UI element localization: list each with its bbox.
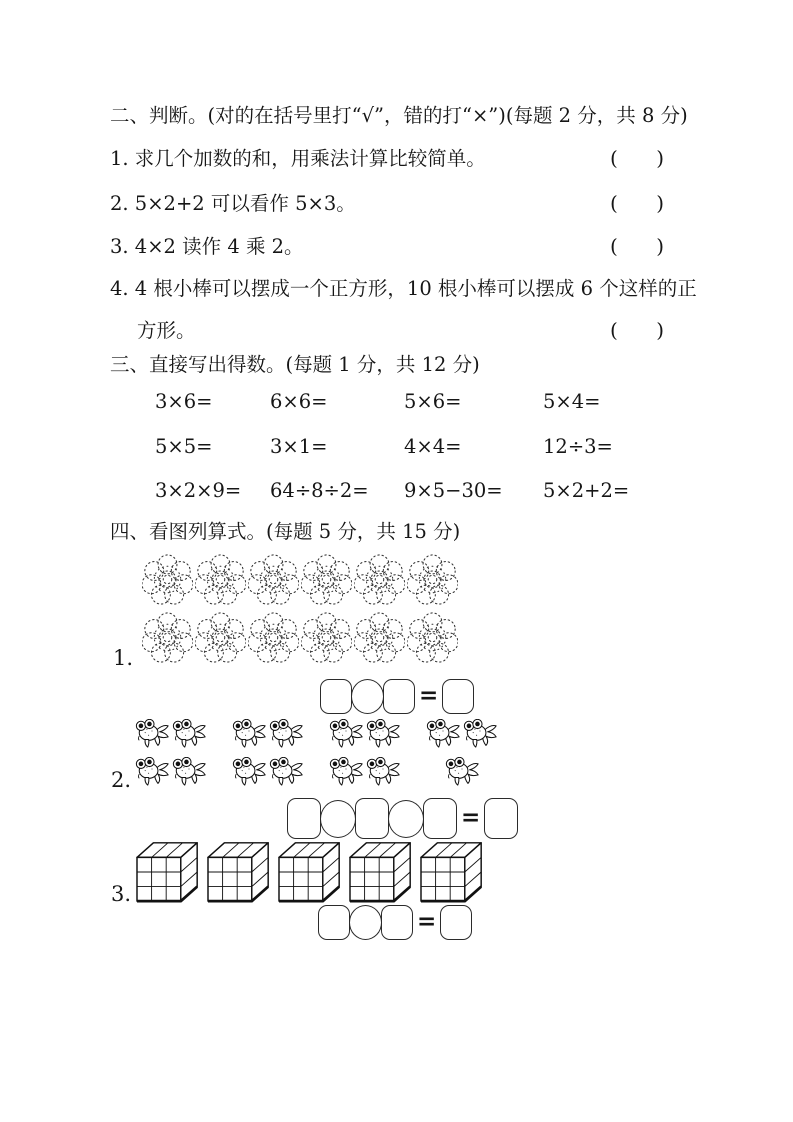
goldfish-icon xyxy=(426,719,460,748)
goldfish-icon xyxy=(232,719,266,748)
paren-open: ( xyxy=(610,146,618,170)
equals-sign: = xyxy=(461,805,481,831)
cube-icon xyxy=(135,841,201,903)
paren-open: ( xyxy=(610,318,618,342)
q3-number: 3. xyxy=(111,882,132,906)
flower-icon xyxy=(195,554,246,605)
cube-icon xyxy=(206,841,272,903)
operand-box-blank[interactable] xyxy=(318,905,350,940)
paren-close: ) xyxy=(656,191,664,215)
fish-group xyxy=(135,757,206,786)
calc-problem: 6×6= xyxy=(270,390,328,413)
answer-box-blank[interactable] xyxy=(442,679,474,714)
judge-item-2 xyxy=(110,188,664,216)
section-calc-title: 三、直接写出得数。(每题 1 分，共 12 分) xyxy=(110,353,480,376)
flower-icon xyxy=(142,554,193,605)
judge-item-1-text: 1. 求几个加数的和，用乘法计算比较简单。 xyxy=(110,147,486,170)
calc-problem: 3×6= xyxy=(155,390,213,413)
answer-paren-3[interactable] xyxy=(610,234,664,258)
answer-box-blank[interactable] xyxy=(484,798,518,839)
q1-equation-blanks xyxy=(320,679,474,714)
calc-problem-grid xyxy=(155,390,673,524)
goldfish-icon xyxy=(329,719,363,748)
flower-icon xyxy=(142,612,193,663)
fish-group xyxy=(426,719,497,748)
section-judge-title: 二、判断。(对的在括号里打“√”，错的打“×”)(每题 2 分，共 8 分) xyxy=(110,104,688,127)
answer-paren-1[interactable] xyxy=(610,146,664,170)
goldfish-icon xyxy=(366,719,400,748)
goldfish-icon xyxy=(135,719,169,748)
goldfish-icon xyxy=(269,757,303,786)
equals-sign: = xyxy=(417,909,437,935)
calc-problem: 64÷8÷2= xyxy=(270,479,369,502)
fish-row xyxy=(135,719,497,748)
judge-item-4-line1 xyxy=(110,273,697,301)
equals-sign: = xyxy=(419,683,439,709)
operator-circle-blank[interactable] xyxy=(351,679,384,714)
q3-equation-blanks xyxy=(318,905,472,940)
operand-box-blank[interactable] xyxy=(423,798,457,839)
cube-icon xyxy=(277,841,343,903)
flower-icon xyxy=(407,554,458,605)
calc-problem: 3×2×9= xyxy=(155,479,242,502)
flower-icon xyxy=(354,612,405,663)
judge-item-1 xyxy=(110,143,664,171)
calc-problem: 5×2+2= xyxy=(543,479,630,502)
calc-problem: 12÷3= xyxy=(543,434,613,458)
section-picture-title: 四、看图列算式。(每题 5 分，共 15 分) xyxy=(110,520,461,543)
paren-close: ) xyxy=(656,234,664,258)
paren-close: ) xyxy=(656,146,664,170)
flower-icon xyxy=(248,554,299,605)
judge-item-3-text: 3. 4×2 读作 4 乘 2。 xyxy=(110,235,304,258)
paren-open: ( xyxy=(610,234,618,258)
flower-icon xyxy=(407,612,458,663)
flower-icon xyxy=(301,612,352,663)
fish-row xyxy=(135,757,497,786)
q3-cube-picture xyxy=(135,841,485,903)
q1-number: 1. xyxy=(113,646,134,670)
calc-problem: 5×4= xyxy=(543,390,601,413)
q2-goldfish-picture xyxy=(135,719,497,786)
operator-circle-blank[interactable] xyxy=(388,800,424,838)
goldfish-icon xyxy=(366,757,400,786)
judge-item-4-line2 xyxy=(137,315,664,343)
cube-icon xyxy=(348,841,414,903)
cube-icon xyxy=(419,841,485,903)
operand-box-blank[interactable] xyxy=(355,798,389,839)
goldfish-icon xyxy=(269,719,303,748)
flower-icon xyxy=(354,554,405,605)
goldfish-icon xyxy=(329,757,363,786)
judge-item-3 xyxy=(110,231,664,259)
fish-group xyxy=(232,757,303,786)
flower-row xyxy=(142,612,458,663)
goldfish-icon xyxy=(172,719,206,748)
flower-icon xyxy=(248,612,299,663)
fish-group xyxy=(232,719,303,748)
goldfish-icon xyxy=(172,757,206,786)
goldfish-icon xyxy=(463,719,497,748)
operand-box-blank[interactable] xyxy=(381,905,413,940)
fish-group xyxy=(135,719,206,748)
calc-problem: 5×6= xyxy=(404,390,462,413)
operator-circle-blank[interactable] xyxy=(349,905,382,940)
fish-group xyxy=(329,719,400,748)
fish-group xyxy=(329,757,400,786)
answer-paren-2[interactable] xyxy=(610,191,664,215)
paren-close: ) xyxy=(656,318,664,342)
goldfish-icon xyxy=(445,757,479,786)
q1-flower-picture xyxy=(142,554,458,663)
judge-item-4-text2: 方形。 xyxy=(137,319,196,342)
operand-box-blank[interactable] xyxy=(383,679,415,714)
judge-item-4-text: 4. 4 根小棒可以摆成一个正方形，10 根小棒可以摆成 6 个这样的正 xyxy=(110,277,697,300)
goldfish-icon xyxy=(135,757,169,786)
flower-row xyxy=(142,554,458,605)
answer-box-blank[interactable] xyxy=(440,905,472,940)
operand-box-blank[interactable] xyxy=(320,679,352,714)
flower-icon xyxy=(195,612,246,663)
calc-problem: 3×1= xyxy=(270,434,328,458)
paren-open: ( xyxy=(610,191,618,215)
flower-icon xyxy=(301,554,352,605)
q2-equation-blanks xyxy=(287,798,518,839)
q2-number: 2. xyxy=(111,768,132,792)
operator-circle-blank[interactable] xyxy=(320,800,356,838)
goldfish-icon xyxy=(232,757,266,786)
fish-group xyxy=(426,757,497,786)
calc-problem: 9×5−30= xyxy=(404,479,503,502)
calc-problem: 5×5= xyxy=(155,434,213,458)
answer-paren-4[interactable] xyxy=(610,318,664,342)
calc-problem: 4×4= xyxy=(404,434,462,458)
judge-item-2-text: 2. 5×2+2 可以看作 5×3。 xyxy=(110,192,356,215)
operand-box-blank[interactable] xyxy=(287,798,321,839)
